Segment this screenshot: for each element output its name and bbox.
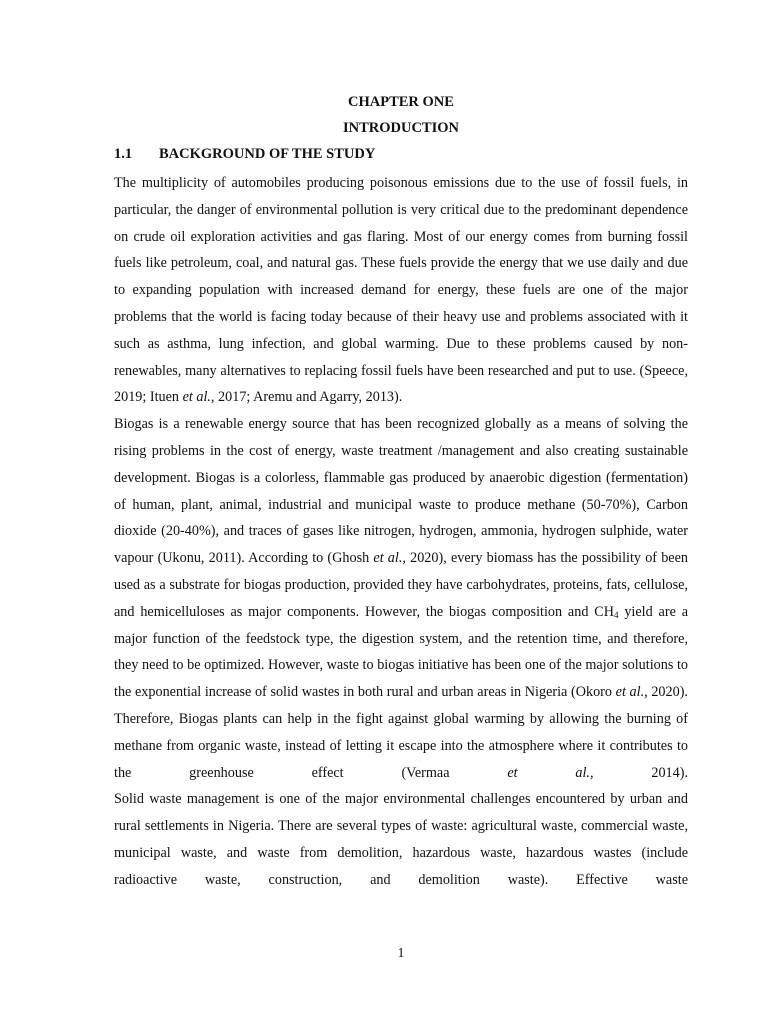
citation-italic: et al., <box>182 389 215 406</box>
paragraph-text: Solid waste management is one of the major environmental challenges encountered by urban and rural settlements in Nigeria. There are several types of waste: agricultural waste, commercial waste, municipal waste, and waste from demolition, hazardous waste, hazardous wastes (include radioactive waste, construction, and demolition waste). Effective waste <box>114 791 688 888</box>
body-text <box>114 170 688 894</box>
paragraph-text: 2014). <box>593 764 689 781</box>
paragraph-text: 2020), every biomass has the possibility of been used as a substrate for biogas production, provided they have carbohydrates, proteins, fats, cellulose, and hemicelluloses as major components. However, the biogas composition and CH <box>114 550 688 620</box>
paragraph <box>114 786 688 893</box>
subscript: 4 <box>613 609 619 620</box>
paragraph-text: yield are a major function of the feedstock type, the digestion system, and the retention time, and therefore, they need to be optimized. However, waste to biogas initiative has been one of the major solutions to the exponential increase of solid wastes in both rural and urban areas in Nigeria (Okoro <box>114 603 689 701</box>
page-number: 1 <box>397 946 405 961</box>
citation-italic: et al., <box>615 684 648 701</box>
section-number: 1.1 <box>114 146 133 162</box>
section-title: BACKGROUND OF THE STUDY <box>159 146 376 162</box>
citation-italic: et al., <box>373 550 406 567</box>
paragraph-text: 2017; Aremu and Agarry, 2013). <box>214 389 403 406</box>
chapter-title: INTRODUCTION <box>342 120 459 136</box>
paragraph-text: 2020). Therefore, Biogas plants can help in the fight against global warming by allowing the burning of methane from organic waste, instead of letting it escape into the atmosphere where it contributes to the greenhouse effect (Vermaa <box>114 684 688 781</box>
section-heading <box>114 146 375 163</box>
paragraph-text: The multiplicity of automobiles producing poisonous emissions due to the use of fossil fuels, in particular, the danger of environmental pollution is very critical due to the predominant dependence on crude oil exploration activities and gas flaring. Most of our energy comes from burning fossil fuels like petroleum, coal, and natural gas. These fuels provide the energy that we use daily and due to expanding population with increased demand for energy, these fuels are one of the major problems that the world is facing today because of their heavy use and problems associated with it such as asthma, lung infection, and global warming. Due to these problems caused by non-renewables, many alternatives to replacing fossil fuels have been researched and put to use. (Speece, 2019; Ituen <box>114 175 688 406</box>
citation-italic: et al., <box>507 764 594 781</box>
paragraph-text: Biogas is a renewable energy source that has been recognized globally as a means of solving the rising problems in the cost of energy, waste treatment /management and also creating sustainable development. Biogas is a colorless, flammable gas produced by anaerobic digestion (fermentation) of human, plant, animal, industrial and municipal waste to produce methane (50-70%), Carbon dioxide (20-40%), and traces of gases like nitrogen, hydrogen, ammonia, hydrogen sulphide, water vapour (Ukonu, 2011). According to (Ghosh <box>114 416 688 567</box>
chapter-heading: CHAPTER ONE <box>348 94 454 110</box>
paragraph <box>114 411 688 786</box>
paragraph <box>114 170 688 411</box>
